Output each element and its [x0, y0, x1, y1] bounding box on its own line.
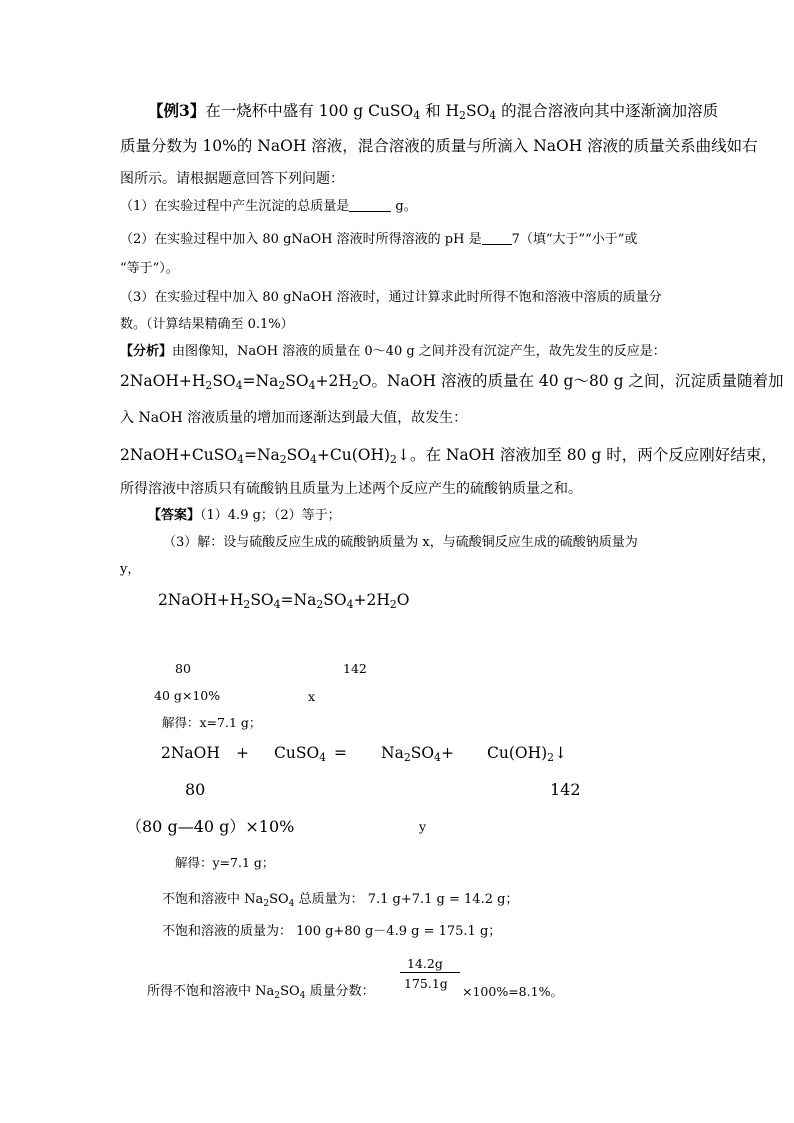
total-na2so4 [162, 892, 519, 909]
subscript: 2 [351, 379, 359, 392]
text: SO [323, 591, 347, 609]
question-3-cont: 数。（计算结果精确至 0.1%） [120, 317, 294, 332]
subscript: 2 [389, 598, 397, 611]
text: Na [381, 744, 404, 762]
subscript: 2 [274, 991, 281, 1001]
reaction-2-naoh: 2NaOH [161, 744, 220, 762]
text: +2H [353, 591, 390, 609]
text: 。在 NaOH 溶液加至 80 g 时，两个反应刚好结束， [409, 446, 777, 464]
subscript: 4 [319, 751, 327, 764]
question-2 [120, 232, 637, 246]
text: Cu(OH) [487, 744, 548, 762]
subscript: 2 [390, 453, 397, 466]
fraction-bar [400, 972, 460, 973]
subscript: 2 [547, 751, 555, 764]
solution-mass [162, 925, 501, 938]
reaction-2-cuso4 [274, 746, 326, 762]
text: +Cu(OH) [316, 446, 391, 464]
mass-fraction-result: ×100%=8.1%。 [462, 984, 563, 999]
text: （2）在实验过程中加入 80 gNaOH 溶液时所得溶液的 pH 是 [120, 232, 482, 247]
subscript: 4 [346, 598, 354, 611]
reaction-2-unknown-y: y [419, 819, 427, 834]
subscript: 4 [413, 109, 421, 122]
text: 2NaOH+H [120, 372, 206, 390]
question-3: （3）在实验过程中加入 80 gNaOH 溶液时，通过计算求此时所得不饱和溶液中溶质的质量分 [120, 290, 662, 305]
text: SO [280, 984, 300, 999]
text: NaOH 溶液的质量在 40 g～80 g 之间，沉淀质量随着加 [386, 372, 784, 390]
text: SO [285, 372, 309, 390]
solve-y: 解得：y=7.1 g； [175, 855, 275, 870]
subscript: 2 [279, 453, 287, 466]
subscript: 4 [288, 899, 295, 909]
text: 所得不饱和溶液中 Na [147, 984, 275, 999]
text: +2H [315, 372, 352, 390]
text: 和 H [420, 102, 460, 120]
analysis-equation-1 [120, 374, 783, 390]
text: 不饱和溶液的质量为： [162, 924, 293, 939]
example-line-3: 图所示。请根据题意回答下列问题： [120, 171, 344, 187]
text: SO [465, 102, 490, 120]
reaction-1-given-naoh: 40 g×10% [154, 688, 221, 703]
analysis-line-1 [120, 345, 666, 358]
analysis-line-5: 所得溶液中溶质只有硫酸钠且质量为上述两个反应产生的硫酸钠质量之和。 [120, 481, 582, 497]
arrow-down-icon: ↓ [554, 744, 568, 762]
solve-x: 解得：x=7.1 g； [162, 715, 262, 730]
text: SO [410, 744, 435, 762]
reaction-1-molar-naoh: 80 [175, 661, 191, 676]
text: 由图像知，NaOH 溶液的质量在 0～40 g 之间并没有沉淀产生，故先发生的反应是： [172, 344, 666, 359]
question-1 [120, 199, 417, 213]
text: 7.1 g+7.1 g = 14.2 g； [367, 892, 519, 907]
text: 2NaOH+CuSO [120, 446, 238, 464]
text: O。 [358, 372, 387, 390]
text: 总质量为： [294, 892, 364, 907]
text: =Na [243, 446, 280, 464]
text: （1）4.9 g；（2）等于； [200, 508, 341, 523]
subscript: 2 [459, 109, 466, 122]
text: + [440, 744, 454, 762]
text: 100 g+80 g－4.9 g = 175.1 g； [296, 924, 502, 939]
text: 在一烧杯中盛有 100 g CuSO [205, 102, 414, 120]
subscript: 4 [489, 109, 497, 122]
text: 的混合溶液向其中逐渐滴加溶质 [496, 102, 719, 120]
text: SO [269, 892, 289, 907]
reaction-1-molar-na2so4: 142 [343, 661, 367, 676]
answer-blank [349, 199, 391, 212]
reaction-1-unknown-x: x [308, 689, 316, 704]
subscript: 4 [434, 751, 441, 764]
text: SO [212, 372, 236, 390]
text: CuSO [274, 744, 320, 762]
answer-blank [482, 232, 512, 245]
subscript: 4 [308, 379, 316, 392]
example-line-2: 质量分数为 10%的 NaOH 溶液，混合溶液的质量与所滴入 NaOH 溶液的质量关系曲线如右 [120, 137, 758, 155]
text: O [396, 591, 410, 609]
text: 质量分数： [305, 984, 375, 999]
example-tag: 【例3】 [148, 101, 206, 120]
reaction-2-plus: + [236, 744, 249, 762]
reaction-1 [158, 593, 409, 609]
reaction-2-given-naoh: （80 g—40 g）×10% [126, 817, 295, 836]
text: （1）在实验过程中产生沉淀的总质量是 [120, 199, 350, 214]
reaction-2-molar-na2so4: 142 [550, 780, 581, 799]
subscript: 2 [316, 598, 324, 611]
text: 2NaOH+H [158, 591, 244, 609]
analysis-tag: 【分析】 [120, 344, 173, 359]
reaction-2-na2so4 [381, 746, 454, 762]
fraction-denominator: 175.1g [404, 976, 448, 991]
reaction-2-cuoh2 [487, 746, 567, 762]
reaction-2-equals: = [334, 744, 347, 762]
solution-line-2: y， [120, 562, 141, 577]
answer-line-1 [148, 509, 341, 522]
text: 7（填“大于”“小于”或 [511, 232, 638, 247]
example-line-1 [148, 103, 718, 120]
text: =Na [280, 591, 317, 609]
subscript: 2 [205, 379, 213, 392]
question-2-cont: “等于”）。 [120, 261, 179, 276]
fraction-numerator: 14.2g [407, 956, 443, 971]
subscript: 4 [273, 598, 281, 611]
text: SO [286, 446, 310, 464]
analysis-equation-2 [120, 448, 777, 464]
answer-tag: 【答案】 [148, 508, 201, 523]
text: g。 [391, 199, 417, 214]
solution-line-1: （3）解：设与硫酸反应生成的硫酸钠质量为 x，与硫酸铜反应生成的硫酸钠质量为 [163, 535, 638, 550]
subscript: 4 [309, 453, 317, 466]
text: =Na [242, 372, 279, 390]
arrow-down-icon: ↓ [396, 446, 410, 464]
analysis-line-3: 入 NaOH 溶液质量的增加而逐渐达到最大值，故发生： [120, 410, 468, 426]
subscript: 2 [263, 899, 270, 909]
reaction-2-molar-naoh: 80 [185, 780, 206, 799]
subscript: 2 [243, 598, 251, 611]
subscript: 4 [235, 379, 243, 392]
subscript: 2 [278, 379, 286, 392]
subscript: 2 [403, 751, 411, 764]
text: SO [250, 591, 274, 609]
subscript: 4 [299, 991, 306, 1001]
text: 不饱和溶液中 Na [162, 892, 264, 907]
mass-fraction-label [147, 984, 375, 1001]
subscript: 4 [237, 453, 244, 466]
